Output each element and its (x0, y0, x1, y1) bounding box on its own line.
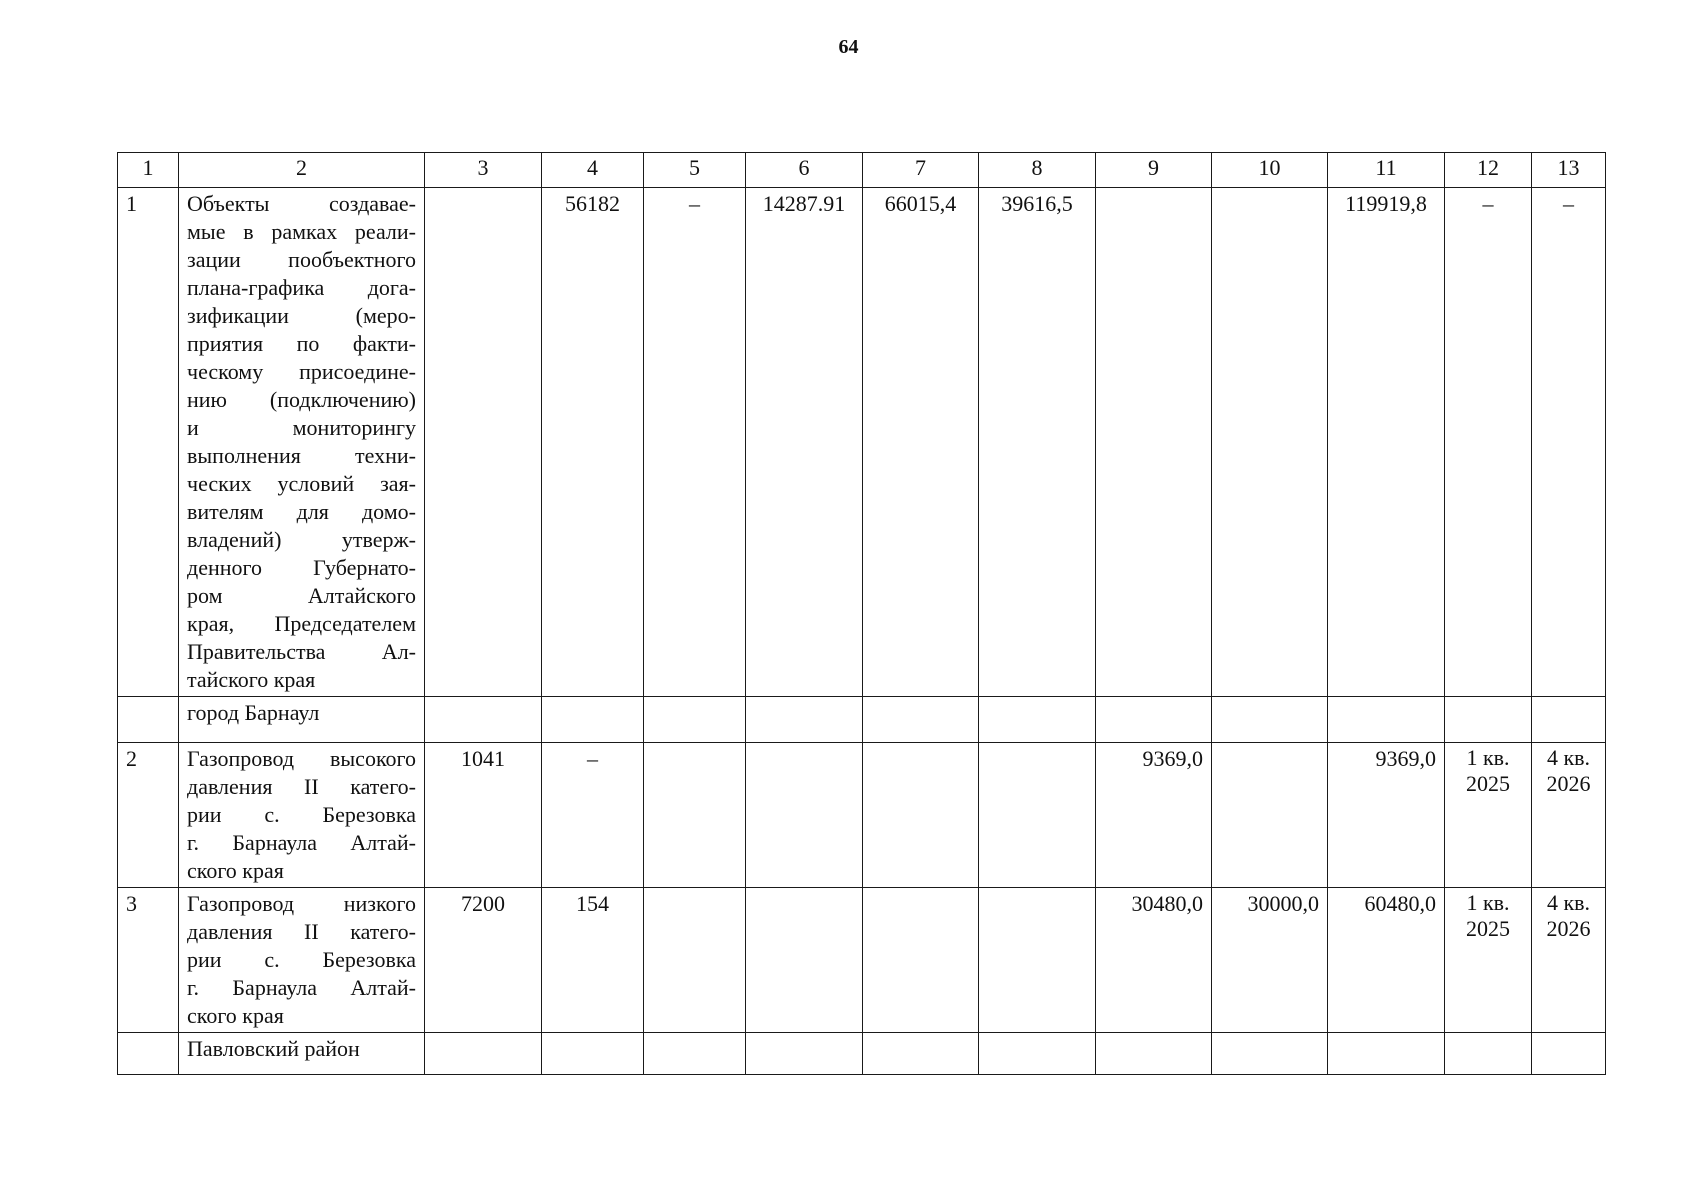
cell-col-11: 60480,0 (1328, 888, 1445, 1033)
cell-col-4: – (542, 743, 644, 888)
period-year: 2026 (1546, 916, 1591, 941)
description-line: ского края (187, 858, 284, 883)
cell-col-10: 30000,0 (1212, 888, 1328, 1033)
cell-col-3 (425, 188, 542, 697)
description-line: зификации (меро- (187, 303, 416, 328)
cell-col-4 (542, 697, 644, 743)
description-line: нию (подключению) (187, 387, 416, 412)
description-line: края, Председателем (187, 611, 416, 636)
description-line: город Барнаул (187, 700, 320, 725)
cell-col-12 (1445, 1033, 1532, 1075)
description-line: давления II катего- (187, 919, 416, 944)
cell-col-8 (979, 1033, 1096, 1075)
description-line: давления II катего- (187, 774, 416, 799)
row-number (118, 697, 179, 743)
table-row (118, 697, 1606, 743)
description-line: ческих условий зая- (187, 471, 416, 496)
cell-col-7 (863, 697, 979, 743)
cell-col-6 (746, 888, 863, 1033)
cell-col-6: 14287.91 (746, 188, 863, 697)
cell-col-5 (644, 697, 746, 743)
row-description (179, 188, 425, 697)
description-line: тайского края (187, 667, 316, 692)
cell-col-10 (1212, 188, 1328, 697)
cell-col-3: 1041 (425, 743, 542, 888)
cell-col-13 (1532, 1033, 1606, 1075)
cell-col-10 (1212, 1033, 1328, 1075)
description-line: вителям для домо- (187, 499, 416, 524)
description-line: рии с. Березовка (187, 802, 416, 827)
cell-col-8 (979, 743, 1096, 888)
header-cell-3: 3 (425, 153, 542, 188)
period-quarter: 1 кв. (1466, 890, 1510, 915)
cell-col-11: 9369,0 (1328, 743, 1445, 888)
description-line: Правительства Ал- (187, 639, 416, 664)
cell-col-5 (644, 888, 746, 1033)
description-line: плана-графика дога- (187, 275, 416, 300)
cell-col-11 (1328, 697, 1445, 743)
cell-col-7: 66015,4 (863, 188, 979, 697)
header-cell-6: 6 (746, 153, 863, 188)
table-row (118, 888, 1606, 1033)
page-number: 64 (838, 36, 859, 58)
row-description (179, 1033, 425, 1075)
description-line: Объекты создавае- (187, 191, 416, 216)
cell-col-9 (1096, 188, 1212, 697)
table-row (118, 743, 1606, 888)
header-cell-10: 10 (1212, 153, 1328, 188)
cell-col-13: – (1532, 188, 1606, 697)
header-cell-1: 1 (118, 153, 179, 188)
row-description (179, 888, 425, 1033)
row-number: 1 (118, 188, 179, 697)
row-number (118, 1033, 179, 1075)
header-cell-11: 11 (1328, 153, 1445, 188)
end-period (1532, 888, 1606, 1033)
row-description (179, 697, 425, 743)
cell-col-9 (1096, 697, 1212, 743)
cell-col-7 (863, 888, 979, 1033)
description-line: г. Барнаула Алтай- (187, 830, 416, 855)
header-cell-12: 12 (1445, 153, 1532, 188)
period-year: 2025 (1466, 916, 1510, 941)
row-number: 2 (118, 743, 179, 888)
cell-col-12 (1445, 697, 1532, 743)
period-quarter: 1 кв. (1466, 745, 1510, 770)
header-cell-4: 4 (542, 153, 644, 188)
cell-col-5 (644, 1033, 746, 1075)
period-quarter: 4 кв. (1546, 890, 1591, 915)
data-table (117, 152, 1606, 1075)
cell-col-9: 30480,0 (1096, 888, 1212, 1033)
cell-col-6 (746, 697, 863, 743)
cell-col-8 (979, 888, 1096, 1033)
description-line: и мониторингу (187, 415, 416, 440)
table-row (118, 1033, 1606, 1075)
header-cell-13: 13 (1532, 153, 1606, 188)
header-row (118, 153, 1606, 188)
cell-col-11: 119919,8 (1328, 188, 1445, 697)
table-row (118, 188, 1606, 697)
cell-col-13 (1532, 697, 1606, 743)
cell-col-7 (863, 743, 979, 888)
description-line: Газопровод высокого (187, 746, 416, 771)
description-line: зации пообъектного (187, 247, 416, 272)
cell-col-10 (1212, 697, 1328, 743)
cell-col-3 (425, 697, 542, 743)
cell-col-6 (746, 743, 863, 888)
description-line: г. Барнаула Алтай- (187, 975, 416, 1000)
cell-col-4: 154 (542, 888, 644, 1033)
header-cell-5: 5 (644, 153, 746, 188)
description-line: мые в рамках реали- (187, 219, 416, 244)
cell-col-11 (1328, 1033, 1445, 1075)
description-line: денного Губернато- (187, 555, 416, 580)
start-period (1445, 743, 1532, 888)
description-line: Газопровод низкого (187, 891, 416, 916)
cell-col-9 (1096, 1033, 1212, 1075)
end-period (1532, 743, 1606, 888)
period-quarter: 4 кв. (1546, 745, 1591, 770)
row-description (179, 743, 425, 888)
cell-col-8 (979, 697, 1096, 743)
header-cell-8: 8 (979, 153, 1096, 188)
start-period (1445, 888, 1532, 1033)
cell-col-3: 7200 (425, 888, 542, 1033)
description-line: Павловский район (187, 1036, 360, 1061)
description-line: приятия по факти- (187, 331, 416, 356)
header-cell-7: 7 (863, 153, 979, 188)
cell-col-5 (644, 743, 746, 888)
header-cell-9: 9 (1096, 153, 1212, 188)
header-cell-2: 2 (179, 153, 425, 188)
cell-col-9: 9369,0 (1096, 743, 1212, 888)
description-line: ческому присоедине- (187, 359, 416, 384)
description-line: ром Алтайского (187, 583, 416, 608)
description-line: рии с. Березовка (187, 947, 416, 972)
cell-col-4 (542, 1033, 644, 1075)
cell-col-3 (425, 1033, 542, 1075)
cell-col-10 (1212, 743, 1328, 888)
cell-col-6 (746, 1033, 863, 1075)
cell-col-8: 39616,5 (979, 188, 1096, 697)
cell-col-4: 56182 (542, 188, 644, 697)
period-year: 2025 (1466, 771, 1510, 796)
cell-col-12: – (1445, 188, 1532, 697)
description-line: владений) утверж- (187, 527, 416, 552)
description-line: ского края (187, 1003, 284, 1028)
cell-col-5: – (644, 188, 746, 697)
row-number: 3 (118, 888, 179, 1033)
period-year: 2026 (1546, 771, 1591, 796)
description-line: выполнения техни- (187, 443, 416, 468)
cell-col-7 (863, 1033, 979, 1075)
